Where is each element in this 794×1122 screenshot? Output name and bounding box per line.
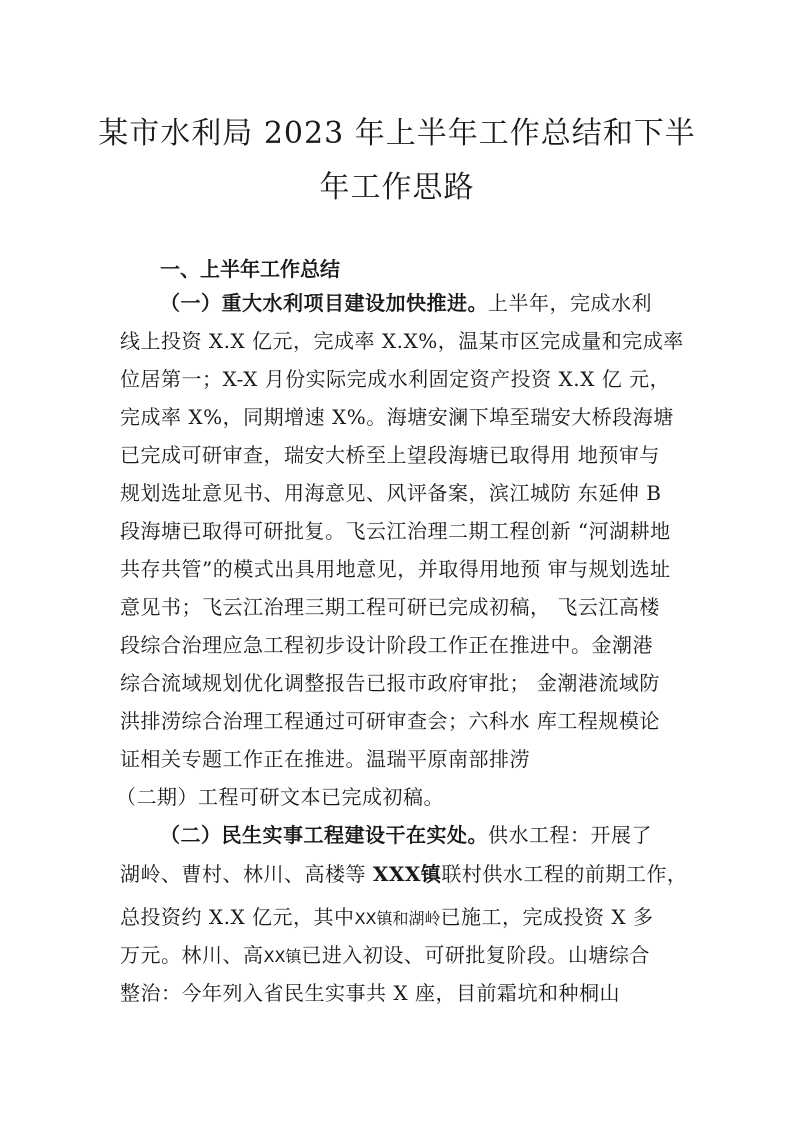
paragraph-1-line-9: 意见书；飞云江治理三期工程可研已完成初稿， 飞云江高楼 bbox=[120, 595, 660, 619]
paragraph-2-line-4-town: XX镇 bbox=[263, 947, 302, 966]
paragraph-1-subheading: （一）重大水利项目建设加快推进。 bbox=[160, 291, 488, 315]
paragraph-2-line-3-a: 总投资约 X.X 亿元，其中 bbox=[120, 905, 355, 929]
paragraph-2-line-4-a: 万元。林川、高 bbox=[120, 943, 264, 967]
paragraph-1-line-1 bbox=[160, 289, 700, 317]
paragraph-2-line-2 bbox=[120, 860, 700, 888]
paragraph-2-line-5: 整治：今年列入省民生实事共 X 座，目前霜坑和种桐山 bbox=[120, 981, 620, 1005]
paragraph-2-line-4 bbox=[120, 941, 700, 971]
paragraph-2-line-1-text: 供水工程：开展了 bbox=[488, 823, 652, 847]
paragraph-2-line-2-c: 联村供水工程的前期工作， bbox=[441, 862, 688, 886]
paragraph-1-line-3: 位居第一；X-X 月份实际完成水利固定资产投资 X.X 亿 元， bbox=[120, 367, 671, 391]
paragraph-1-line-5: 已完成可研审查，瑞安大桥至上望段海塘已取得用 地预审与 bbox=[120, 443, 660, 467]
section-heading-1: 一、上半年工作总结 bbox=[160, 257, 340, 281]
paragraph-2-line-1 bbox=[160, 821, 700, 849]
paragraph-1-line-14: （二期）工程可研文本已完成初稿。 bbox=[116, 785, 444, 809]
paragraph-1-line-6: 规划选址意见书、用海意见、风评备案，滨江城防 东延伸 B bbox=[120, 481, 662, 505]
paragraph-2-subheading: （二）民生实事工程建设干在实处。 bbox=[160, 823, 488, 847]
paragraph-2-line-3-c: 已施工，完成投资 X 多 bbox=[440, 905, 654, 929]
paragraph-2-line-3 bbox=[120, 903, 700, 933]
paragraph-2-line-4-c: 已进入初设、可研批复阶段。山塘综合 bbox=[301, 943, 650, 967]
document-title-line-2: 年工作思路 bbox=[319, 170, 475, 205]
paragraph-1-line-8: 共存共管”的模式出具用地意见，并取得用地预 审与规划选址 bbox=[120, 557, 671, 581]
paragraph-1-line-12: 洪排涝综合治理工程通过可研审查会；六科水 库工程规模论 bbox=[120, 709, 660, 733]
paragraph-2-line-2-town: XXX镇 bbox=[372, 862, 442, 886]
paragraph-1-line-4: 完成率 X%，同期增速 X%。海塘安澜下埠至瑞安大桥段海塘 bbox=[120, 405, 674, 429]
paragraph-2-line-3-town: XX镇和湖岭 bbox=[354, 909, 441, 928]
paragraph-1-line-10: 段综合治理应急工程初步设计阶段工作正在推进中。金潮港 bbox=[120, 633, 653, 657]
paragraph-1-line-1-text: 上半年，完成水利 bbox=[488, 291, 652, 315]
paragraph-2-line-2-a: 湖岭、曹村、林川、高楼等 bbox=[120, 862, 373, 886]
paragraph-1-line-11: 综合流域规划优化调整报告已报市政府审批； 金潮港流域防 bbox=[120, 671, 660, 695]
paragraph-1-line-7: 段海塘已取得可研批复。飞云江治理二期工程创新 “河湖耕地 bbox=[120, 519, 671, 543]
document-title-line-1: 某市水利局 2023 年上半年工作总结和下半 bbox=[98, 116, 696, 151]
paragraph-1-line-2: 线上投资 X.X 亿元，完成率 X.X%，温某市区完成量和完成率 bbox=[120, 329, 684, 353]
paragraph-1-line-13: 证相关专题工作正在推进。温瑞平原南部排涝 bbox=[120, 747, 530, 771]
